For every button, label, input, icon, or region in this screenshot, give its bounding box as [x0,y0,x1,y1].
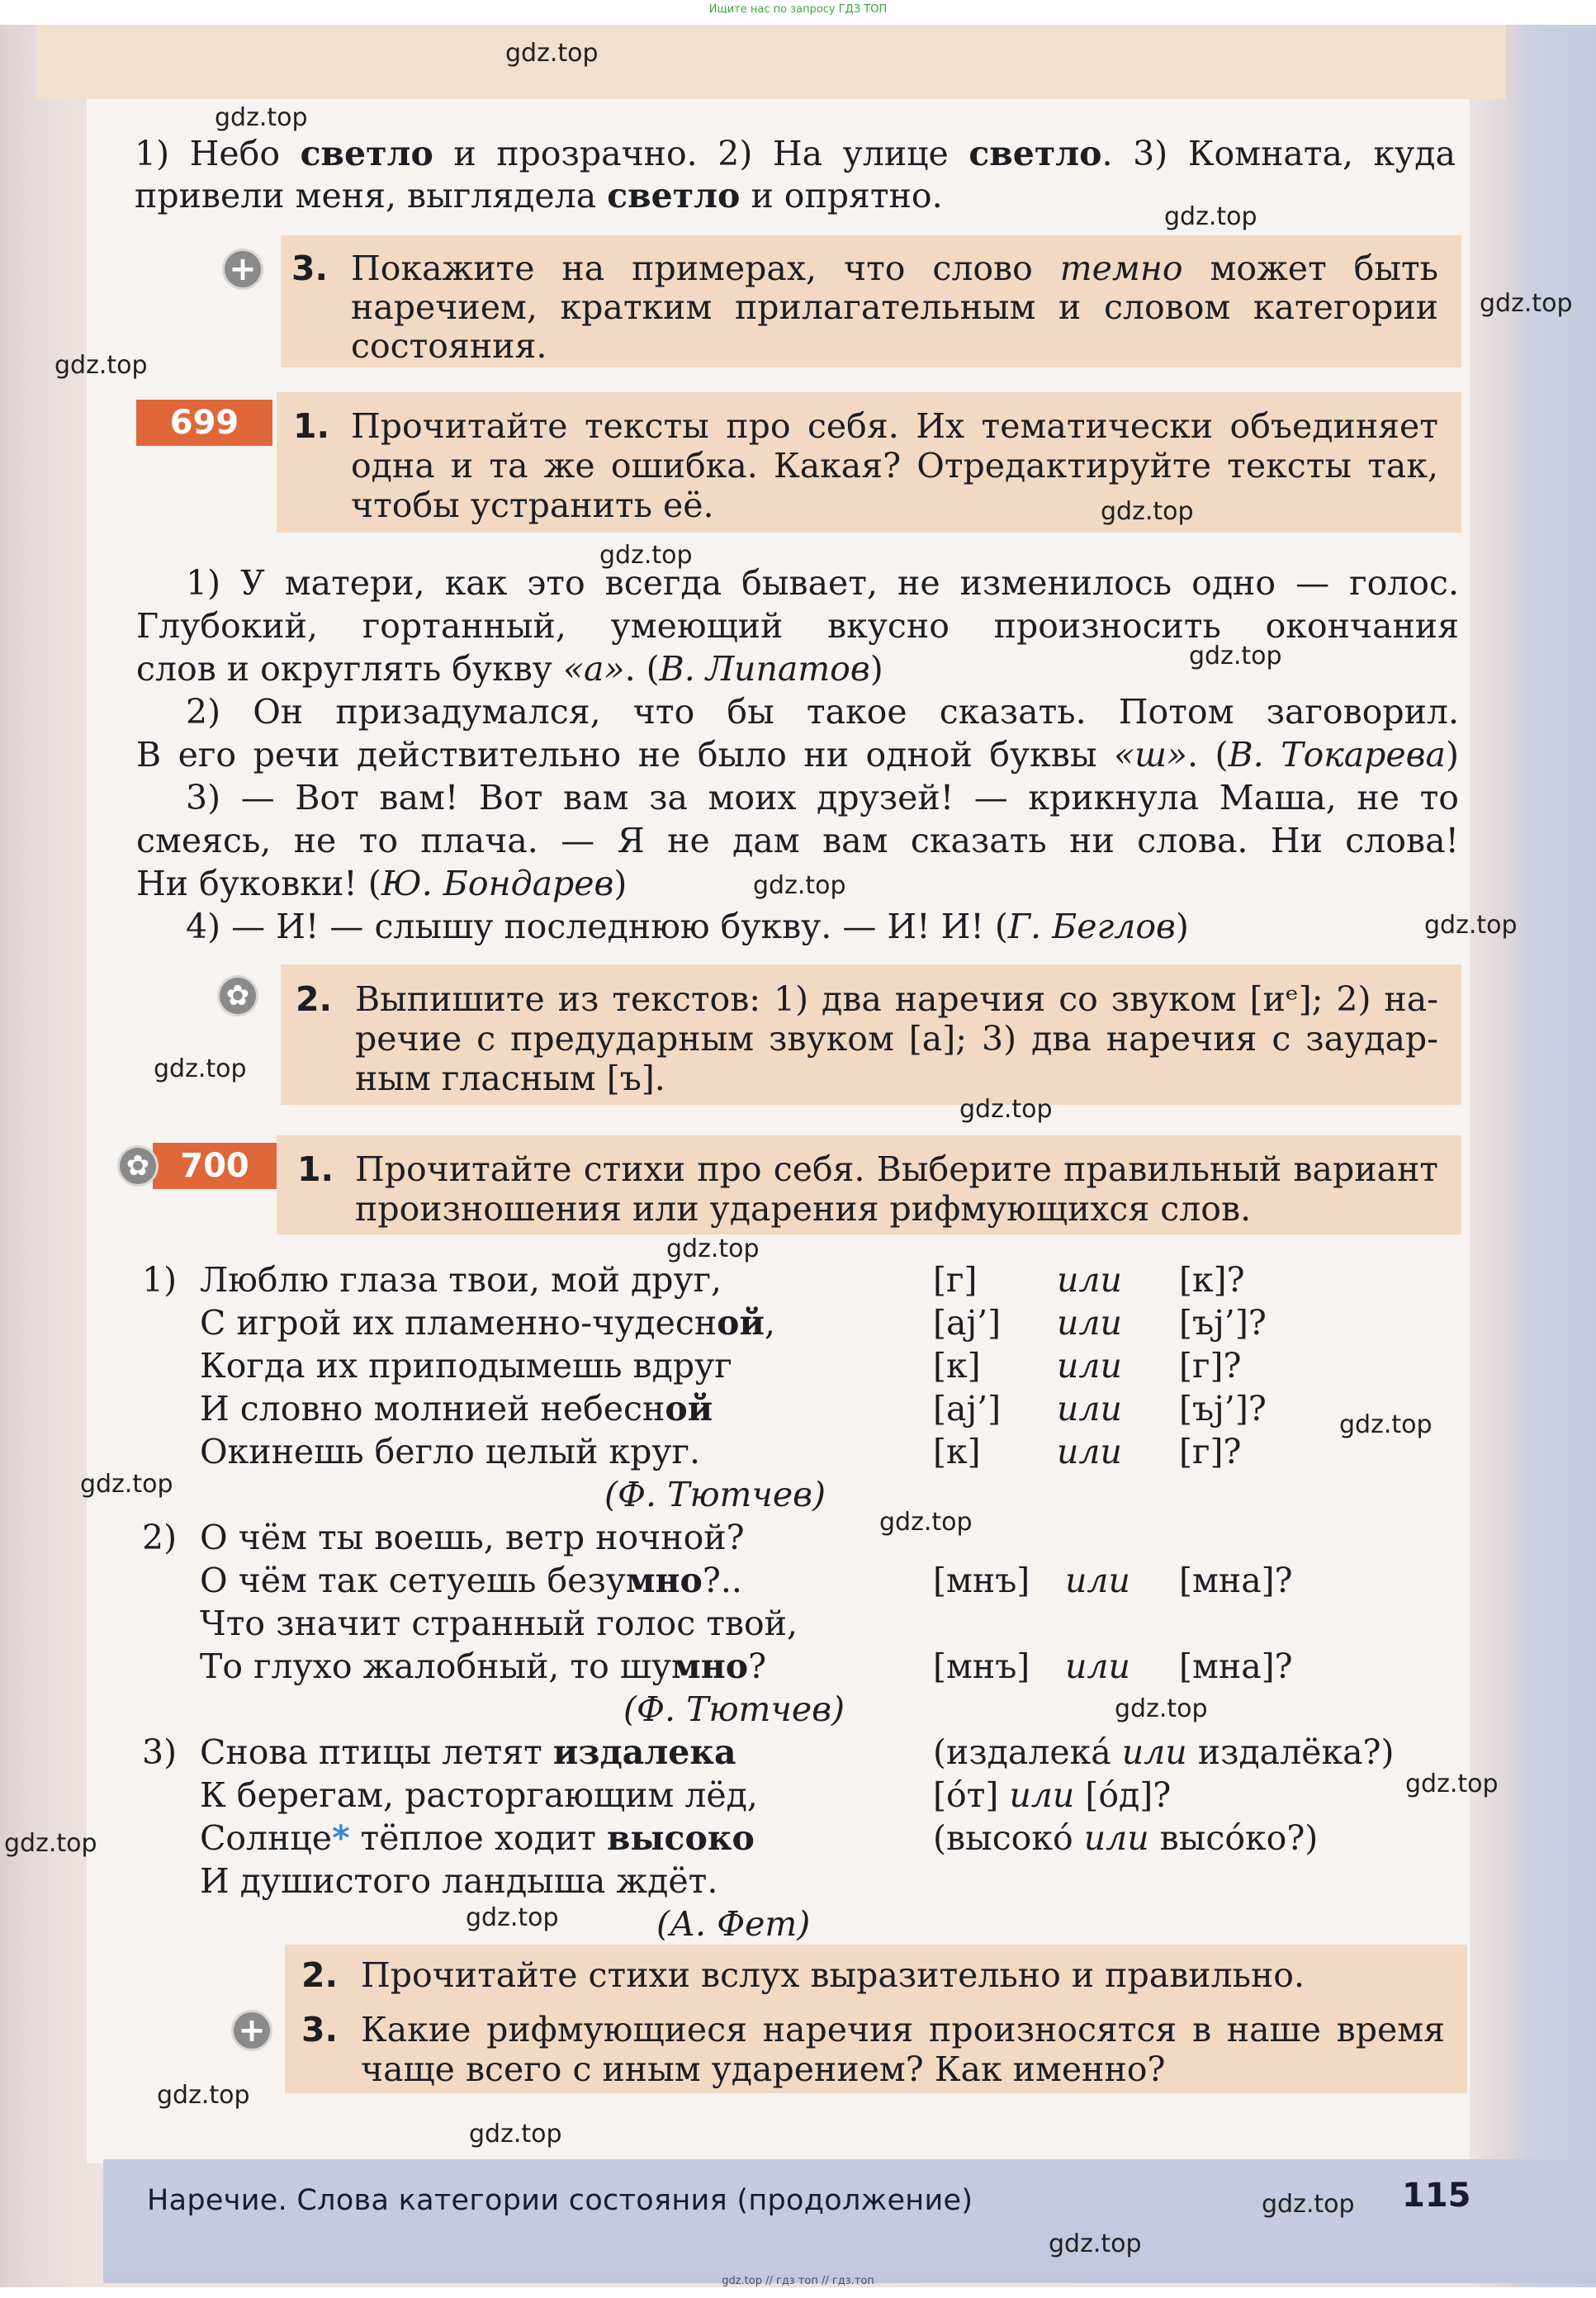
task-3-number: 3. [291,249,329,288]
ex700-task-3-number: 3. [301,2010,339,2049]
watermark-label: gdz.top [1049,2229,1142,2258]
poem-1-or-2: или [1057,1303,1122,1343]
intro-line-2: привели меня, выглядела светло и опрятно. [135,176,943,216]
poem-1-or-1: или [1057,1260,1122,1300]
poem-3-line-3: Солнце* тёплое ходит высоко [200,1818,755,1858]
watermark-label: gdz.top [599,541,693,570]
plus-circle-icon: + [225,251,261,287]
ex699-task-1-line-3: чтобы устранить её. [351,486,714,525]
exercise-number-700: 700 [153,1143,277,1189]
ex699-task-2-line-3: ным гласным [ъ]. [355,1059,665,1098]
text-1-line-3: слов и округлять букву «а». (В. Липатов) [136,649,883,689]
text-3-line-2: смеясь, не то плача. — Я не дам вам сказать ни слова. Ни слова! [136,821,1459,860]
poem-1-number: 1) [142,1260,178,1300]
poem-3-author: (А. Фет) [656,1904,811,1944]
poem-2-line-4: То глухо жалобный, то шумно? [200,1647,767,1686]
asterisk-flower-icon: ✿ [220,978,256,1014]
page-number: 115 [1402,2177,1471,2215]
watermark-label: gdz.top [1424,911,1518,940]
poem-2-author: (Ф. Тютчев) [623,1689,845,1729]
watermark-label: gdz.top [1101,497,1194,526]
poem-1-alt-2: [ъj’]? [1179,1303,1267,1343]
poem-1-alt-4: [ъj’]? [1179,1389,1267,1429]
watermark-label: gdz.top [1262,2190,1355,2219]
ex700-task-1-number: 1. [297,1149,334,1189]
poem-1-variant-3: [к] [933,1346,981,1386]
poem-2-variant-4: [мнъ] [933,1647,1030,1686]
watermark-label: gdz.top [154,1054,247,1083]
poem-1-alt-3: [г]? [1179,1346,1242,1386]
ex699-task-1-number: 1. [293,406,330,446]
text-4-line: 4) — И! — слышу последнюю букву. — И! И! (Г. Беглов) [186,907,1189,946]
poem-1-line-5: Окинешь бегло целый круг. [200,1432,700,1471]
ex700-task-3-line-2: чаще всего с иным ударением? Как именно? [361,2049,1166,2089]
watermark-label: gdz.top [54,351,148,380]
watermark-label: gdz.top [753,871,846,900]
text-3-line-1: 3) — Вот вам! Вот вам за моих друзей! — крикнула Маша, не то [186,778,1459,817]
footer-chapter-title: Наречие. Слова категории состояния (продолжение) [147,2184,973,2217]
text-2-line-2: В его речи действительно не было ни одной буквы «ш». (В. Токарева) [136,735,1459,775]
watermark-label: gdz.top [1164,202,1257,231]
ex700-task-3-line-1: Какие рифмующиеся наречия произносятся в наше время [361,2010,1445,2049]
poem-1-line-4: И словно молнией небесной [200,1389,713,1429]
poem-1-variant-4: [аj’] [933,1389,1002,1429]
text-1-line-1: 1) У матери, как это всегда бывает, не изменилось одно — голос. [186,563,1459,603]
asterisk-flower-icon: ✿ [120,1148,156,1184]
poem-2-alt-2: [мна]? [1179,1561,1293,1600]
watermark-label: gdz.top [80,1470,173,1499]
ex699-task-2-line-1: Выпишите из текстов: 1) два наречия со звуком [иᵉ]; 2) на- [355,979,1438,1019]
poem-2-alt-4: [мна]? [1179,1647,1293,1686]
ex699-task-1-line-2: одна и та же ошибка. Какая? Отредактируйте тексты так, [351,446,1438,486]
watermark-label: gdz.top [4,1829,97,1858]
task-3-line-3: состояния. [351,326,547,366]
plus-circle-icon: + [234,2012,270,2049]
watermark-label: gdz.top [215,103,308,132]
poem-2-line-1: О чём ты воешь, ветр ночной? [200,1518,745,1557]
watermark-label: gdz.top [466,1903,559,1932]
poem-3-variant-2: [о́т] или [о́д]? [933,1775,1172,1815]
ex699-task-2-line-2: речие с предударным звуком [а]; 3) два наречия с заудар- [355,1019,1438,1059]
ex700-task-1-line-2: произношения или ударения рифмующихся слов. [355,1189,1252,1229]
watermark-label: gdz.top [505,39,599,68]
poem-1-variant-1: [г] [933,1260,978,1300]
watermark-label: gdz.top [666,1234,760,1263]
ex699-task-1-line-1: Прочитайте тексты про себя. Их тематически объединяет [351,406,1438,446]
watermark-bottom-note: gdz.top // гдз топ // гдз.топ [722,2275,874,2287]
watermark-label: gdz.top [1115,1694,1208,1723]
ex699-task-2-number: 2. [296,979,333,1019]
text-1-line-2: Глубокий, гортанный, умеющий вкусно произносить окончания [136,606,1459,646]
poem-2-or-4: или [1065,1647,1130,1686]
poem-2-or-2: или [1065,1561,1130,1600]
ex700-task-1-line-1: Прочитайте стихи про себя. Выберите правильный вариант [355,1149,1438,1189]
poem-1-author: (Ф. Тютчев) [604,1475,826,1514]
poem-3-line-2: К берегам, расторгающим лёд, [200,1775,758,1815]
watermark-label: gdz.top [959,1095,1053,1124]
poem-1-line-2: С игрой их пламенно-чудесной, [200,1303,775,1343]
poem-1-alt-5: [г]? [1179,1432,1242,1471]
ex700-task-2-text: Прочитайте стихи вслух выразительно и правильно. [361,1955,1305,1995]
poem-2-variant-2: [мнъ] [933,1561,1030,1600]
top-band [36,25,1506,99]
watermark-label: gdz.top [879,1508,973,1537]
poem-1-or-5: или [1057,1432,1122,1471]
poem-2-line-2: О чём так сетуешь безумно?.. [200,1561,742,1600]
footnote-asterisk-icon: * [332,1818,350,1858]
poem-1-or-4: или [1057,1389,1122,1429]
text-2-line-1: 2) Он призадумался, что бы такое сказать. Потом заговорил. [186,692,1459,732]
poem-1-or-3: или [1057,1346,1122,1386]
watermark-label: gdz.top [1480,289,1573,318]
poem-1-alt-1: [к]? [1179,1260,1245,1300]
watermark-label: gdz.top [1189,642,1282,670]
watermark-top-note: Ищите нас по запросу ГДЗ ТОП [708,3,888,16]
intro-line-1: 1) Небо светло и прозрачно. 2) На улице светло. 3) Комната, куда [135,134,1456,173]
poem-1-line-3: Когда их приподымешь вдруг [200,1346,732,1386]
poem-1-variant-5: [к] [933,1432,981,1471]
watermark-label: gdz.top [469,2120,562,2149]
poem-3-variant-1: (издалека́ или издалёка?) [933,1732,1395,1772]
poem-3-number: 3) [142,1732,178,1772]
watermark-label: gdz.top [1405,1770,1499,1798]
poem-3-variant-3: (высоко́ или высо́ко?) [933,1818,1319,1858]
task-3-line-1: Покажите на примерах, что слово темно может быть [351,249,1438,288]
poem-3-line-1: Снова птицы летят издалека [200,1732,736,1772]
watermark-label: gdz.top [1339,1410,1433,1439]
poem-1-variant-2: [аj’] [933,1303,1002,1343]
exercise-number-699: 699 [136,400,272,446]
bottom-band [103,2159,1596,2283]
poem-2-number: 2) [142,1518,178,1557]
text-3-line-3: Ни буковки! (Ю. Бондарев) [136,864,628,903]
poem-1-line-1: Люблю глаза твои, мой друг, [200,1260,722,1300]
ex700-task-2-number: 2. [301,1955,339,1995]
poem-3-line-4: И душистого ландыша ждёт. [200,1861,718,1901]
watermark-label: gdz.top [157,2081,250,2110]
poem-2-line-3: Что значит странный голос твой, [200,1604,798,1643]
task-3-line-2: наречием, кратким прилагательным и словом категории [351,287,1438,327]
